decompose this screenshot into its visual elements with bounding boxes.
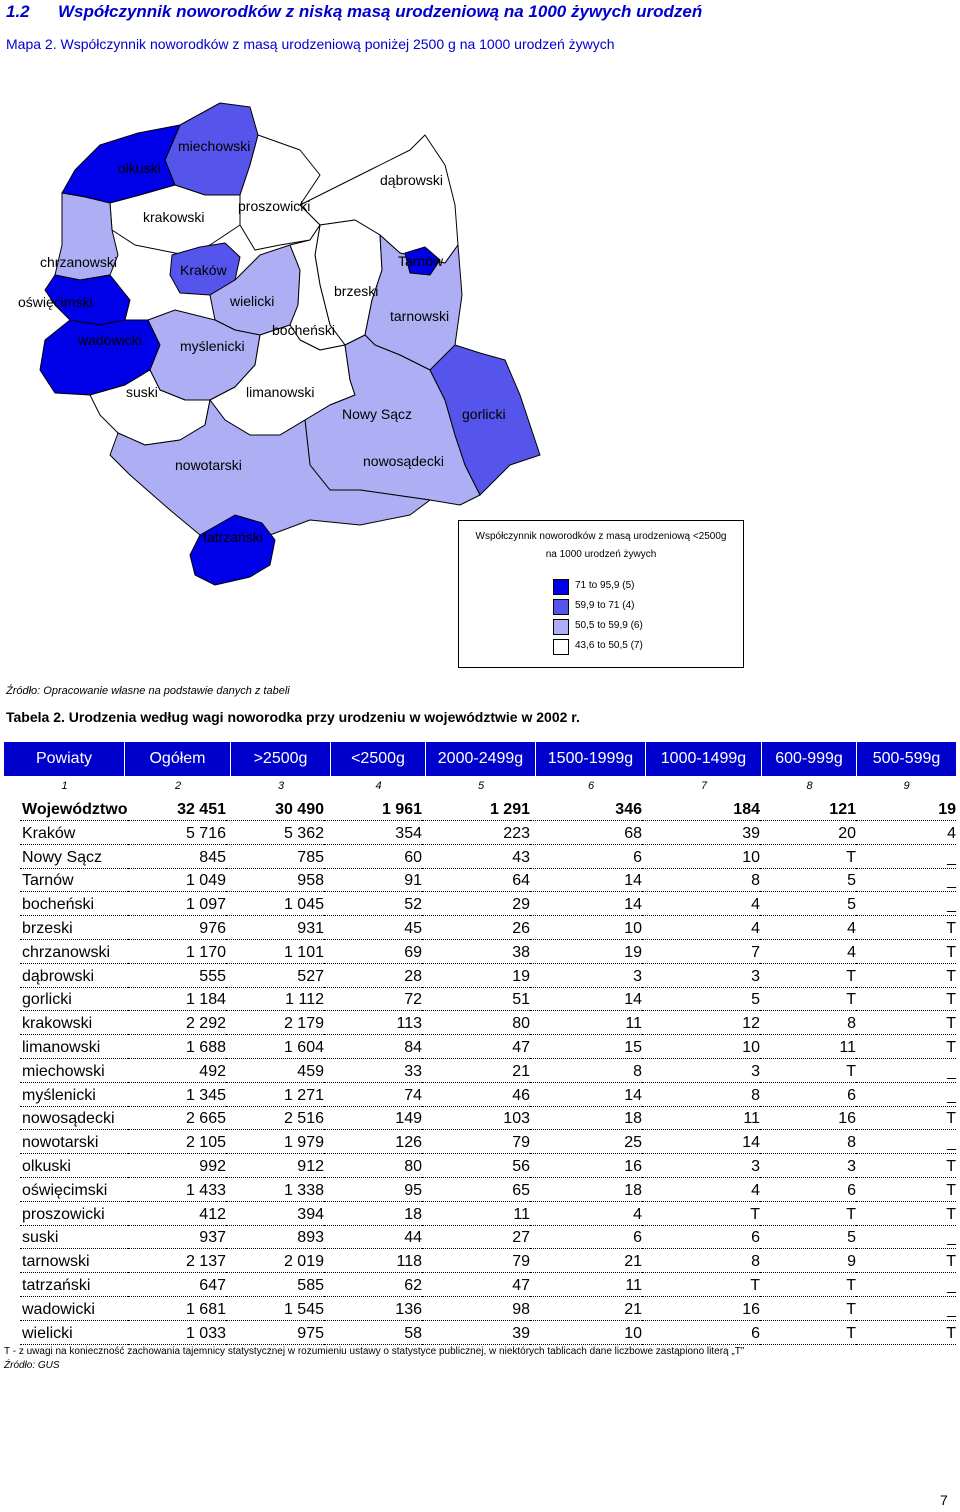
table-cell: 2 292 [128,1014,226,1035]
table-cell: 28 [324,967,422,988]
table-row [0,943,960,967]
row-label: brzeski [20,919,128,940]
table-cell: 39 [642,824,760,845]
map-title: Mapa 2. Współczynnik noworodków z masą urodzeniową poniżej 2500 g na 1000 urodzeń żywych [6,36,615,52]
legend-label: 59,9 to 71 (4) [575,600,635,611]
table-cell: 912 [226,1157,324,1178]
section-title: Współczynnik noworodków z niską masą urodzeniową na 1000 żywych urodzeń [58,2,703,21]
table-cell: 80 [422,1014,530,1035]
table-cell: T [856,1014,956,1035]
table-cell: 1 681 [128,1300,226,1321]
row-label: oświęcimski [20,1181,128,1202]
page-number: 7 [940,1492,948,1508]
table-cell: T [856,1157,956,1178]
table-row [0,1062,960,1086]
table-cell: 20 [760,824,856,845]
table-cell: 26 [422,919,530,940]
table-cell: 8 [760,1014,856,1035]
row-label: Województwo [20,800,128,821]
table-cell: 5 [760,1228,856,1249]
table-cell: 18 [530,1109,642,1130]
table-cell: 27 [422,1228,530,1249]
row-label: olkuski [20,1157,128,1178]
table-cell: 785 [226,848,324,869]
table-cell: 8 [642,1086,760,1107]
table-cell: T [856,943,956,964]
table-cell: 68 [530,824,642,845]
table-cell: 79 [422,1252,530,1273]
table-cell: 1 979 [226,1133,324,1154]
table-cell: 10 [530,1324,642,1345]
row-label: myślenicki [20,1086,128,1107]
table-cell: T [856,1205,956,1226]
table-cell: 33 [324,1062,422,1083]
table-cell: 3 [530,967,642,988]
map-label-brzeski: brzeski [334,283,379,299]
table-cell: 25 [530,1133,642,1154]
table-cell: 1 184 [128,990,226,1011]
table-cell: 14 [642,1133,760,1154]
table-cell: 8 [642,1252,760,1273]
table-cell: T [856,1324,956,1345]
table-cell: 1 049 [128,871,226,892]
table-cell: 4 [642,895,760,916]
table-cell: _ [856,1133,956,1154]
table-cell: 65 [422,1181,530,1202]
table-cell: 64 [422,871,530,892]
legend-swatch [553,579,569,595]
table-row [0,895,960,919]
legend-title-line1: Współczynnik noworodków z masą urodzeniową <2500g [475,531,727,542]
map-label-tarnow: Tarnów [398,253,444,269]
table-cell: 98 [422,1300,530,1321]
table-cell: 14 [530,990,642,1011]
row-label: Tarnów [20,871,128,892]
table-cell: 43 [422,848,530,869]
table-row [0,1300,960,1324]
table-row-total [0,800,960,824]
map-label-nowosadecki: nowosądecki [363,453,444,469]
table-cell: 1 338 [226,1181,324,1202]
table-row [0,1252,960,1276]
table-cell: _ [856,1086,956,1107]
column-number: 5 [477,780,485,792]
table-cell: 51 [422,990,530,1011]
map-label-olkuski: olkuski [118,160,161,176]
table-cell: 585 [226,1276,324,1297]
legend-label: 50,5 to 59,9 (6) [575,620,643,631]
header-600-999: 600-999g [762,742,857,776]
column-number: 2 [174,780,182,792]
table-cell: 2 137 [128,1252,226,1273]
table-cell: 3 [642,1157,760,1178]
table-cell: 18 [530,1181,642,1202]
map-label-krakowski: krakowski [143,209,205,225]
table-cell: 412 [128,1205,226,1226]
table-cell: 56 [422,1157,530,1178]
table-cell: 1 271 [226,1086,324,1107]
map-label-nowy-sacz: Nowy Sącz [342,406,413,422]
legend-label: 71 to 95,9 (5) [575,580,635,591]
table-cell: 184 [642,800,760,821]
table-cell: 91 [324,871,422,892]
table-cell: 10 [642,848,760,869]
table-cell: 19 [530,943,642,964]
map-label-limanowski: limanowski [246,384,315,400]
table-cell: T [856,919,956,940]
table-cell: 6 [760,1181,856,1202]
map-label-tarnowski: tarnowski [390,308,450,324]
table-cell: 32 451 [128,800,226,821]
row-label: Kraków [20,824,128,845]
table-cell: 3 [642,1062,760,1083]
table-cell: T [760,1205,856,1226]
legend-swatch [553,619,569,635]
table-cell: _ [856,1276,956,1297]
header-powiaty: Powiaty [4,742,125,776]
table-row [0,1086,960,1110]
table-cell: 10 [530,919,642,940]
row-label: miechowski [20,1062,128,1083]
row-label: Nowy Sącz [20,848,128,869]
row-label: suski [20,1228,128,1249]
map-label-dabrowski: dąbrowski [380,172,444,188]
table-row [0,990,960,1014]
table-cell: 12 [642,1014,760,1035]
table-cell: 4 [760,919,856,940]
table-cell: 74 [324,1086,422,1107]
column-number: 9 [903,780,910,792]
table-cell: T [760,1276,856,1297]
table-cell: 1 291 [422,800,530,821]
table-cell: 6 [760,1086,856,1107]
table-cell: 11 [530,1276,642,1297]
header-ogolem: Ogółem [125,742,231,776]
table-cell: 1 961 [324,800,422,821]
table-row [0,848,960,872]
table-cell: 1 112 [226,990,324,1011]
map-label-bochenski: bocheński [272,322,336,338]
table-cell: 6 [530,848,642,869]
table-cell: 647 [128,1276,226,1297]
header-2000-2499: 2000-2499g [426,742,536,776]
table-row [0,1276,960,1300]
column-number: 6 [587,780,595,792]
table-row [0,1038,960,1062]
map-label-proszowicki: proszowicki [238,198,311,214]
column-number: 4 [375,780,382,792]
table-cell: 3 [760,1157,856,1178]
table-cell: 21 [530,1300,642,1321]
table-cell: 5 [642,990,760,1011]
table-cell: 21 [422,1062,530,1083]
table-cell: 149 [324,1109,422,1130]
table-cell: 5 [760,895,856,916]
row-label: limanowski [20,1038,128,1059]
table-cell: 72 [324,990,422,1011]
table-row [0,1205,960,1229]
table-cell: 6 [642,1324,760,1345]
table-cell: 79 [422,1133,530,1154]
table-cell: 958 [226,871,324,892]
table-cell: 11 [642,1109,760,1130]
table-row [0,871,960,895]
row-label: wadowicki [20,1300,128,1321]
column-number: 3 [277,780,285,792]
section-number: 1.2 [6,2,30,21]
table-cell: _ [856,1228,956,1249]
table-cell: 555 [128,967,226,988]
table-cell: 1 345 [128,1086,226,1107]
table-row [0,1109,960,1133]
table-cell: 103 [422,1109,530,1130]
table-title: Tabela 2. Urodzenia według wagi noworodka przy urodzeniu w województwie w 2002 r. [6,709,580,725]
map-label-nowotarski: nowotarski [175,457,242,473]
table-cell: 121 [760,800,856,821]
table-cell: 1 101 [226,943,324,964]
table-cell: 47 [422,1276,530,1297]
table-cell: 2 019 [226,1252,324,1273]
column-number: 8 [806,780,813,792]
table-cell: 14 [530,895,642,916]
table-cell: T [856,967,956,988]
map-label-wielicki: wielicki [230,293,275,309]
table-cell: 16 [760,1109,856,1130]
table-cell: 46 [422,1086,530,1107]
table-row [0,1157,960,1181]
legend-swatch [553,639,569,655]
table-header [4,742,956,776]
table-cell: 113 [324,1014,422,1035]
table-cell: 60 [324,848,422,869]
table-cell: 5 [760,871,856,892]
row-label: proszowicki [20,1205,128,1226]
map-legend [458,520,744,668]
table-cell: 19 [422,967,530,988]
table-cell: 69 [324,943,422,964]
table-cell: 459 [226,1062,324,1083]
table-cell: T [856,990,956,1011]
column-number: 7 [700,780,708,792]
table-row [0,1228,960,1252]
table-cell: 8 [760,1133,856,1154]
table-cell: 10 [642,1038,760,1059]
map-source: Źródło: Opracowanie własne na podstawie danych z tabeli [6,685,290,697]
row-label: bocheński [20,895,128,916]
table-cell: 893 [226,1228,324,1249]
table-cell: 30 490 [226,800,324,821]
table-cell: 95 [324,1181,422,1202]
row-label: gorlicki [20,990,128,1011]
table-cell: 4 [530,1205,642,1226]
row-label: wielicki [20,1324,128,1345]
table-cell: 937 [128,1228,226,1249]
table-cell: T [760,1062,856,1083]
table-cell: 1 545 [226,1300,324,1321]
table-cell: 44 [324,1228,422,1249]
table-row [0,824,960,848]
table-cell: 80 [324,1157,422,1178]
table-cell: 5 362 [226,824,324,845]
table-cell: T [856,1038,956,1059]
table-cell: _ [856,1062,956,1083]
table-cell: T [856,1109,956,1130]
map-label-tatrzanski: tatrzański [203,529,263,545]
table-cell: 11 [422,1205,530,1226]
table-row [0,1181,960,1205]
section-heading [6,2,702,22]
map-label-gorlicki: gorlicki [462,406,506,422]
header-500-599: 500-599g [872,750,941,767]
table-cell: T [856,1252,956,1273]
table-cell: 4 [760,943,856,964]
table-note: T - z uwagi na konieczność zachowania tajemnicy statystycznej w rozumieniu ustawy o statystyce publicznej, w niektórych tablicach dane liczbowe zastąpiono literą „T” [4,1346,745,1357]
table-cell: 4 [642,1181,760,1202]
table-cell: 4 [642,919,760,940]
table-cell: 4 [856,824,956,845]
table-cell: T [760,990,856,1011]
table-cell: 2 105 [128,1133,226,1154]
table-cell: T [760,1324,856,1345]
map-label-wadowicki: wadowicki [78,332,142,348]
column-number: 1 [61,780,68,792]
table-cell: 14 [530,1086,642,1107]
table-source: Źródło: GUS [4,1360,60,1371]
table-cell: 3 [642,967,760,988]
map-label-oswiecimski: oświęcimski [18,294,93,310]
table-cell: 19 [856,800,956,821]
table-cell: 992 [128,1157,226,1178]
table-cell: 62 [324,1276,422,1297]
row-label: chrzanowski [20,943,128,964]
table-cell: 976 [128,919,226,940]
table-cell: 18 [324,1205,422,1226]
table-cell: _ [856,895,956,916]
table-cell: 223 [422,824,530,845]
header-1500-1999: 1500-1999g [536,742,646,776]
table-cell: T [642,1276,760,1297]
table-cell: _ [856,848,956,869]
table-cell: 2 665 [128,1109,226,1130]
table-cell: 8 [642,871,760,892]
legend-label: 43,6 to 50,5 (7) [575,640,643,651]
table-cell: 492 [128,1062,226,1083]
table-cell: 1 045 [226,895,324,916]
table-cell: 1 097 [128,895,226,916]
table-cell: 84 [324,1038,422,1059]
table-cell: 931 [226,919,324,940]
table-row [0,967,960,991]
table-cell: 39 [422,1324,530,1345]
table-cell: 136 [324,1300,422,1321]
header-above-2500: >2500g [231,742,331,776]
map-label-chrzanowski: chrzanowski [40,254,118,270]
table-row [0,1324,960,1348]
header-below-2500: <2500g [331,742,426,776]
map-label-suski: suski [126,384,158,400]
table-cell: _ [856,1300,956,1321]
map-label-myslenicki: myślenicki [180,338,245,354]
legend-swatch [553,599,569,615]
table-cell: T [642,1205,760,1226]
table-cell: 15 [530,1038,642,1059]
table-cell: 38 [422,943,530,964]
map-label-krakow: Kraków [180,262,227,278]
table-cell: 58 [324,1324,422,1345]
table-cell: 52 [324,895,422,916]
table-cell: 11 [760,1038,856,1059]
row-label: tarnowski [20,1252,128,1273]
table-row [0,919,960,943]
table-cell: 1 170 [128,943,226,964]
table-cell: 29 [422,895,530,916]
table-cell: 527 [226,967,324,988]
table-cell: 394 [226,1205,324,1226]
table-cell: 1 433 [128,1181,226,1202]
table-cell: 7 [642,943,760,964]
table-cell: 9 [760,1252,856,1273]
table-cell: 8 [530,1062,642,1083]
table-row [0,1014,960,1038]
table-cell: 14 [530,871,642,892]
row-label: nowosądecki [20,1109,128,1130]
table-cell: _ [856,871,956,892]
table-cell: 16 [642,1300,760,1321]
row-label: nowotarski [20,1133,128,1154]
map-label-miechowski: miechowski [178,138,251,154]
table-cell: 354 [324,824,422,845]
table-cell: 1 688 [128,1038,226,1059]
table-cell: 47 [422,1038,530,1059]
row-label: krakowski [20,1014,128,1035]
header-1000-1499: 1000-1499g [646,742,762,776]
table-cell: 118 [324,1252,422,1273]
table-cell: 845 [128,848,226,869]
table-cell: 975 [226,1324,324,1345]
table-cell: 6 [530,1228,642,1249]
table-cell: 11 [530,1014,642,1035]
table-cell: 21 [530,1252,642,1273]
table-cell: 45 [324,919,422,940]
row-label: dąbrowski [20,967,128,988]
table-cell: T [760,848,856,869]
table-cell: 6 [642,1228,760,1249]
table-cell: 16 [530,1157,642,1178]
table-cell: 1 604 [226,1038,324,1059]
table-cell: 346 [530,800,642,821]
table-cell: 2 179 [226,1014,324,1035]
table-cell: 1 033 [128,1324,226,1345]
table-cell: T [760,967,856,988]
row-label: tatrzański [20,1276,128,1297]
table-row [0,1133,960,1157]
table-cell: T [760,1300,856,1321]
table-cell: 2 516 [226,1109,324,1130]
legend-title-line2: na 1000 urodzeń żywych [545,549,657,560]
table-cell: T [856,1181,956,1202]
table-cell: 126 [324,1133,422,1154]
table-cell: 5 716 [128,824,226,845]
